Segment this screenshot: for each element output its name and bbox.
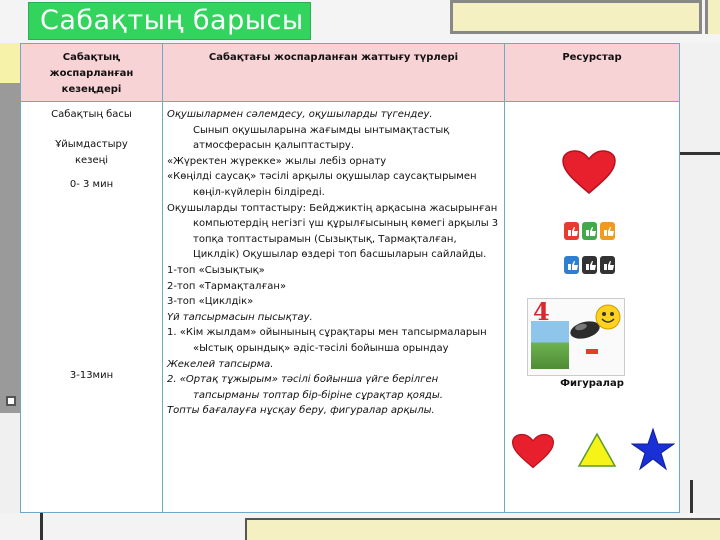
stage-time-2: 3-13мин [69,370,114,381]
stage-org: Ұйымдастыру кезеңі [55,139,128,166]
minus-sign-icon [586,349,598,354]
bg-top-right-panel [705,0,720,34]
bg-left-yellow [0,43,20,83]
red-heart-icon [511,432,555,470]
computer-devices-picture [527,298,625,376]
activity-item: 1-топ «Сызықтық» [167,264,265,276]
thumbs-up-icon [563,220,617,276]
bg-corner-square [6,396,16,406]
activity-item: «Көңілді саусақ» тәсілі арқылы оқушылар саусақтырымен көңіл-күйлерін білдіреді. [167,171,477,198]
bg-left-grey [0,83,20,413]
resources-label: Фигуралар [560,378,624,389]
resources-cell [505,102,680,513]
activity-item: Жекелей тапсырма. [167,358,274,370]
activity-item: Сынып оқушыларына жағымды ынтымақтастық атмосферасын қалыптастыру. [193,124,450,152]
number-four-icon: 4 [533,297,550,326]
red-heart-icon [561,150,617,194]
activity-item: Топты бағалауға нұсқау беру, фигуралар арқылы. [167,405,435,417]
bg-bottom-line [40,513,43,540]
header-resources: Ресурстар [505,44,680,102]
stage-cell [21,102,163,513]
bg-top-panel [450,0,702,34]
activity-item: 3-топ «Циклдік» [167,296,254,308]
activity-item: Оқушылармен сәлемдесу, оқушыларды түгендеу. [167,109,433,120]
activity-item: Оқушыларды топтастыру: Бейджиктің арқасына жасырынған компьютердің негізгі үш құрылғысының көмегі арқылы 3 топқа топтастырамын (Сызықтық, Тармақталған, Циклдік) Оқушылар өздері топ басшыларын сайлайды. [167,202,499,261]
stage-start: Сабақтың басы [51,109,132,120]
bg-right-strip [679,43,720,540]
landscape-tile [531,321,569,369]
header-activities: Сабақтағы жоспарланған жаттығу түрлері [163,44,505,102]
activity-item: 2. «Ортақ тұжырым» тәсілі бойынша үйге берілген тапсырманы топтар бір-біріне сұрақтар қояды. [167,374,443,401]
page-title: Сабақтың барысы [40,5,304,36]
lesson-plan-table [20,43,680,513]
stage-time-1: 0- 3 мин [69,179,114,190]
yellow-triangle-icon [577,432,617,468]
activity-item: 2-топ «Тармақталған» [167,280,287,292]
activity-item: Үй тапсырмасын пысықтау. [167,311,313,323]
blue-star-icon [631,427,675,471]
activity-item: «Жүректен жүрекке» жылы лебіз орнату [167,155,387,167]
header-stages: Сабақтың жоспарланған кезеңдері [21,44,163,102]
table-row [21,102,680,513]
bg-bottom-panel [245,518,720,540]
table-header-row [21,44,680,102]
bg-right-line [679,152,720,155]
activities-cell [163,102,505,513]
smiley-face-icon [594,303,622,331]
activity-item: 1. «Кім жылдам» ойынының сұрақтары мен тапсырмаларын «Ыстық орындық» әдіс-тәсілі бойынша орындау [167,327,487,354]
